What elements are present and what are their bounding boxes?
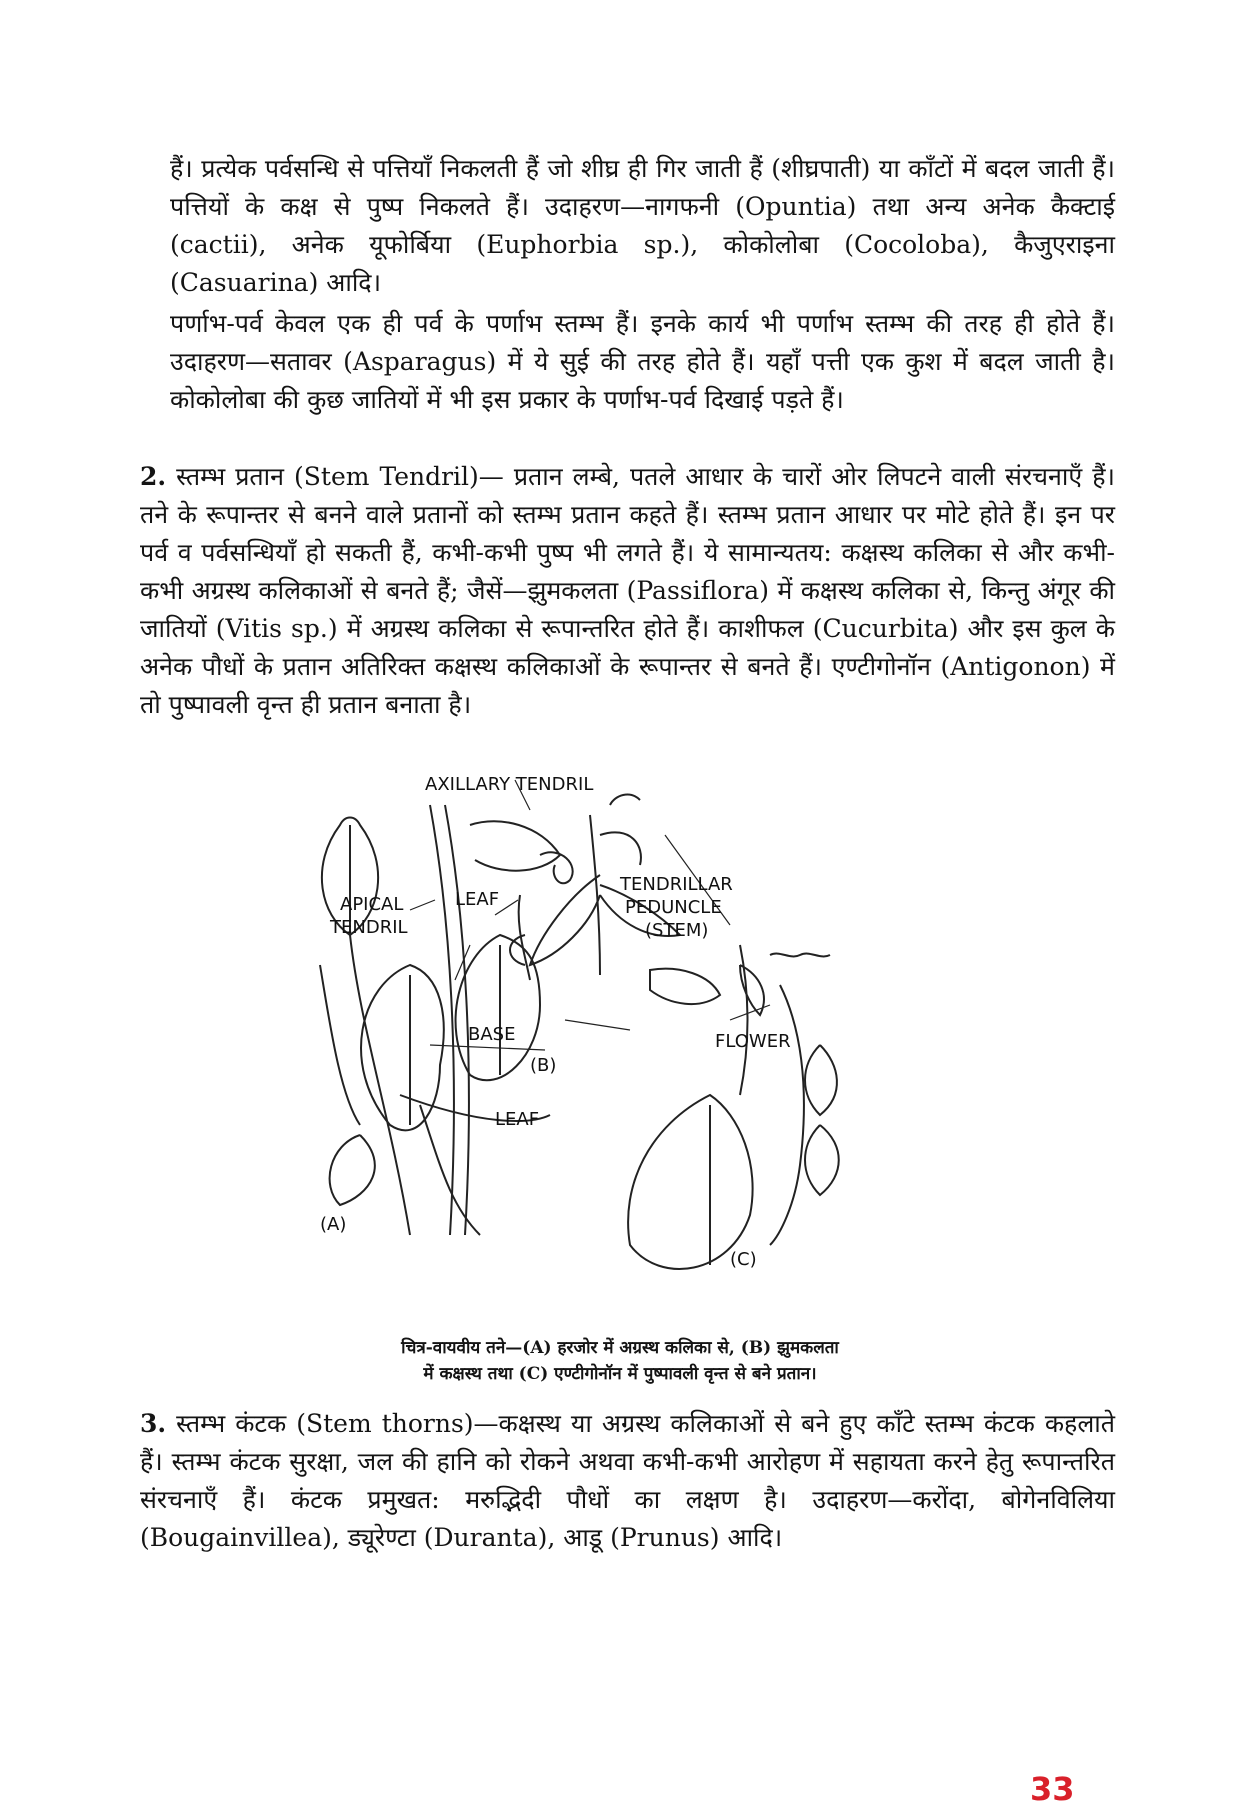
label-tendrillar-peduncle: (STEM) [645,920,709,941]
stem-tendril-figure [300,765,960,1335]
label-flower: FLOWER [715,1031,791,1052]
plant-c-drawing [628,945,839,1269]
section-number: 2. [140,462,167,491]
section-stem-tendril [140,458,1115,724]
label-plant-a: (A) [320,1214,347,1235]
label-apical-tendril: APICAL [340,894,404,915]
paragraph-cladode [170,305,1115,419]
tendril-illustration [300,765,960,1335]
plant-a-drawing [320,805,573,1235]
label-leaf-top: LEAF [455,889,500,910]
page-number: 33 [1030,1770,1075,1808]
label-axillary-tendril: AXILLARY TENDRIL [425,774,594,795]
section-stem-thorns [140,1405,1115,1557]
paragraph-text: हैं। प्रत्येक पर्वसन्धि से पत्तियाँ निकलती हैं जो शीघ्र ही गिर जाती हैं (शीघ्रपाती) या काँटों में बदल जाती हैं। पत्तियों के कक्ष से पुष्प निकलते हैं। उदाहरण—नागफनी (Opuntia) तथा अन्य अनेक कैक्टाई (cactii), अनेक यूफोर्बिया (Euphorbia sp.), कोकोलोबा (Cocoloba), कैजुएराइना (Casuarina) आदि। [170,154,1115,297]
paragraph-text: स्तम्भ प्रतान (Stem Tendril)— प्रतान लम्बे, पतले आधार के चारों ओर लिपटने वाली संरचनाएँ हैं। तने के रूपान्तर से बनने वाले प्रतानों को स्तम्भ प्रतान कहते हैं। स्तम्भ प्रतान आधार पर मोटे होते हैं। इन पर पर्व व पर्वसन्धियाँ हो सकती हैं, कभी-कभी पुष्प भी लगते हैं। ये सामान्यतय: कक्षस्थ कलिका से और कभी-कभी अग्रस्थ कलिकाओं से बनते हैं; जैसें—झुमकलता (Passiflora) में कक्षस्थ कलिका से, किन्तु अंगूर की जातियों (Vitis sp.) में अग्रस्थ कलिका से रूपान्तरित होते हैं। काशीफल (Cucurbita) और इस कुल के अनेक पौधों के प्रतान अतिरिक्त कक्षस्थ कलिकाओं के रूपान्तर से बनते हैं। एण्टीगोनॉन (Antigonon) में तो पुष्पावली वृन्त ही प्रतान बनाता है। [140,462,1115,719]
label-tendrillar-peduncle: TENDRILLAR [620,874,733,895]
label-apical-tendril: TENDRIL [330,917,408,938]
paragraph-cladodes-examples [170,150,1115,302]
label-base: BASE [468,1024,516,1045]
label-plant-b: (B) [530,1055,557,1076]
paragraph-text: स्तम्भ कंटक (Stem thorns)—कक्षस्थ या अग्रस्थ कलिकाओं से बने हुए काँटे स्तम्भ कंटक कहलाते हैं। स्तम्भ कंटक सुरक्षा, जल की हानि को रोकने अथवा कभी-कभी आरोहण में सहायता करने हेतु रूपान्तरित संरचनाएँ हैं। कंटक प्रमुखत: मरुद्भिदी पौधों का लक्षण है। उदाहरण—करोंदा, बोगेनविलिया (Bougainvillea), ड्यूरेण्टा (Duranta), आडू (Prunus) आदि। [140,1409,1115,1552]
figure-caption [240,1335,1000,1387]
label-plant-c: (C) [730,1249,757,1270]
label-tendrillar-peduncle: PEDUNCLE [625,897,722,918]
paragraph-text: पर्णाभ-पर्व केवल एक ही पर्व के पर्णाभ स्तम्भ हैं। इनके कार्य भी पर्णाभ स्तम्भ की तरह ही होते हैं। उदाहरण—सतावर (Asparagus) में ये सुई की तरह होते हैं। यहाँ पत्ती एक कुश में बदल जाती है। कोकोलोबा की कुछ जातियों में भी इस प्रकार के पर्णाभ-पर्व दिखाई पड़ते हैं। [170,309,1115,414]
section-number: 3. [140,1409,167,1438]
caption-line: चित्र-वायवीय तने—(A) हरजोर में अग्रस्थ कलिका से, (B) झुमकलता [401,1338,839,1358]
caption-line: में कक्षस्थ तथा (C) एण्टीगोनॉन में पुष्पावली वृन्त से बने प्रतान। [423,1364,817,1384]
label-leaf-bottom: LEAF [495,1109,540,1130]
